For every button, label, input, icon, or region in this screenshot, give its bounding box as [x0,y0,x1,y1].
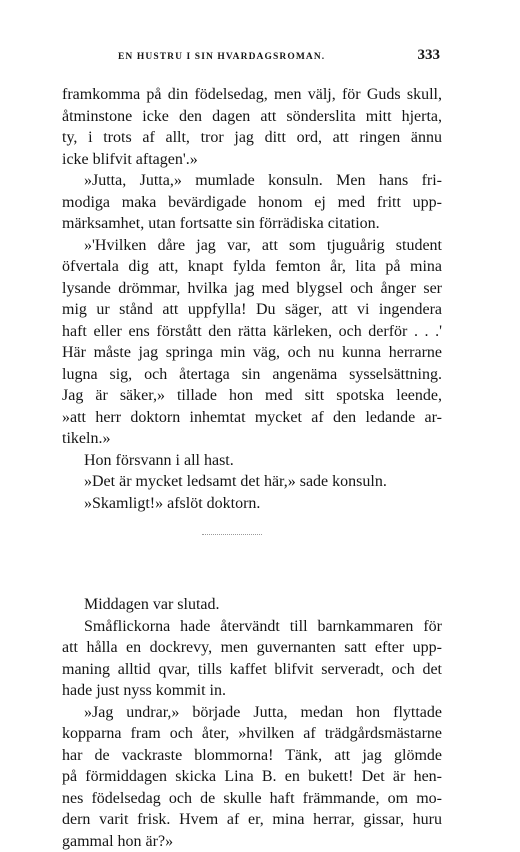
text-line: »Det är mycket ledsamt det här,» sade konsuln. [62,471,442,493]
text-line: nes födelsedag och de skulle haft främmande, om mo- [62,788,442,810]
text-line: »'Hvilken dåre jag var, att som tjuguårig student [62,235,442,257]
text-line: »att herr doktorn inhemtat mycket af den ledande ar- [62,407,442,429]
running-head: EN HUSTRU I SIN HVARDAGSROMAN. [118,52,325,62]
paragraph [62,170,442,235]
section-gap [62,556,442,594]
text-line: haft eller ens förstått den rätta kärleken, och derför . . .' [62,321,442,343]
text-line: maning alltid qvar, tills kaffet blifvit serveradt, och det [62,659,442,681]
text-line: Här måste jag springa min väg, och nu kunna herrarne [62,342,442,364]
page-number: 333 [418,47,441,64]
text-line: »Jutta, Jutta,» mumlade konsuln. Men hans fri- [62,170,442,192]
text-line: lysande drömmar, hvilka jag med blygsel och ånger ser [62,278,442,300]
text-line: Småflickorna hade återvändt till barnkammaren för [62,616,442,638]
body-text-top [62,84,442,514]
text-line: har de vackraste blommorna! Tänk, att jag glömde [62,745,442,767]
section-break [62,514,442,556]
paragraph [62,702,442,852]
paragraph [62,616,442,702]
text-line: Middagen var slutad. [62,594,442,616]
text-line: på förmiddagen skicka Lina B. en bukett! Det är hen- [62,766,442,788]
paragraph [62,235,442,450]
text-line: åtminstone icke den dagen att sönderslita mitt hjerta, [62,106,442,128]
text-line: att hålla en dockrevy, men guvernanten satt efter upp- [62,637,442,659]
page-header [62,44,442,64]
text-line: gammal hon är?» [62,831,442,852]
text-line: märksamhet, utan fortsatte sin förrädiska citation. [62,213,442,235]
paragraph [62,471,442,493]
text-line: öfvertala dig att, knapt fylda femton år, lita på mina [62,256,442,278]
paragraph [62,493,442,515]
text-line: lugna sig, och återtaga sin angenäma sysselsättning. [62,364,442,386]
text-line: dern varit frisk. Hvem af er, mina herrar, gissar, huru [62,809,442,831]
paragraph [62,450,442,472]
text-line: mig ur stånd att uppfylla! Du säger, att vi ingendera [62,299,442,321]
text-line: Hon försvann i all hast. [62,450,442,472]
text-line: modiga maka bevärdigade honom ej med fritt upp- [62,192,442,214]
text-line: framkomma på din födelsedag, men välj, för Guds skull, [62,84,442,106]
paragraph [62,84,442,170]
text-line: »Jag undrar,» började Jutta, medan hon flyttade [62,702,442,724]
text-line: icke blifvit aftagen'.» [62,149,442,171]
text-line: »Skamligt!» afslöt doktorn. [62,493,442,515]
paragraph [62,594,442,616]
text-line: Jag är säker,» tillade hon med sitt spotska leende, [62,385,442,407]
book-page [62,44,442,852]
text-line: hade just nyss kommit in. [62,680,442,702]
body-text-bottom [62,594,442,852]
text-line: ty, i trots af allt, tror jag ditt ord, att ringen ännu [62,127,442,149]
section-break-dots [202,534,262,535]
text-line: kopparna fram och åter, »hvilken af trädgårdsmästarne [62,723,442,745]
text-line: tikeln.» [62,428,442,450]
